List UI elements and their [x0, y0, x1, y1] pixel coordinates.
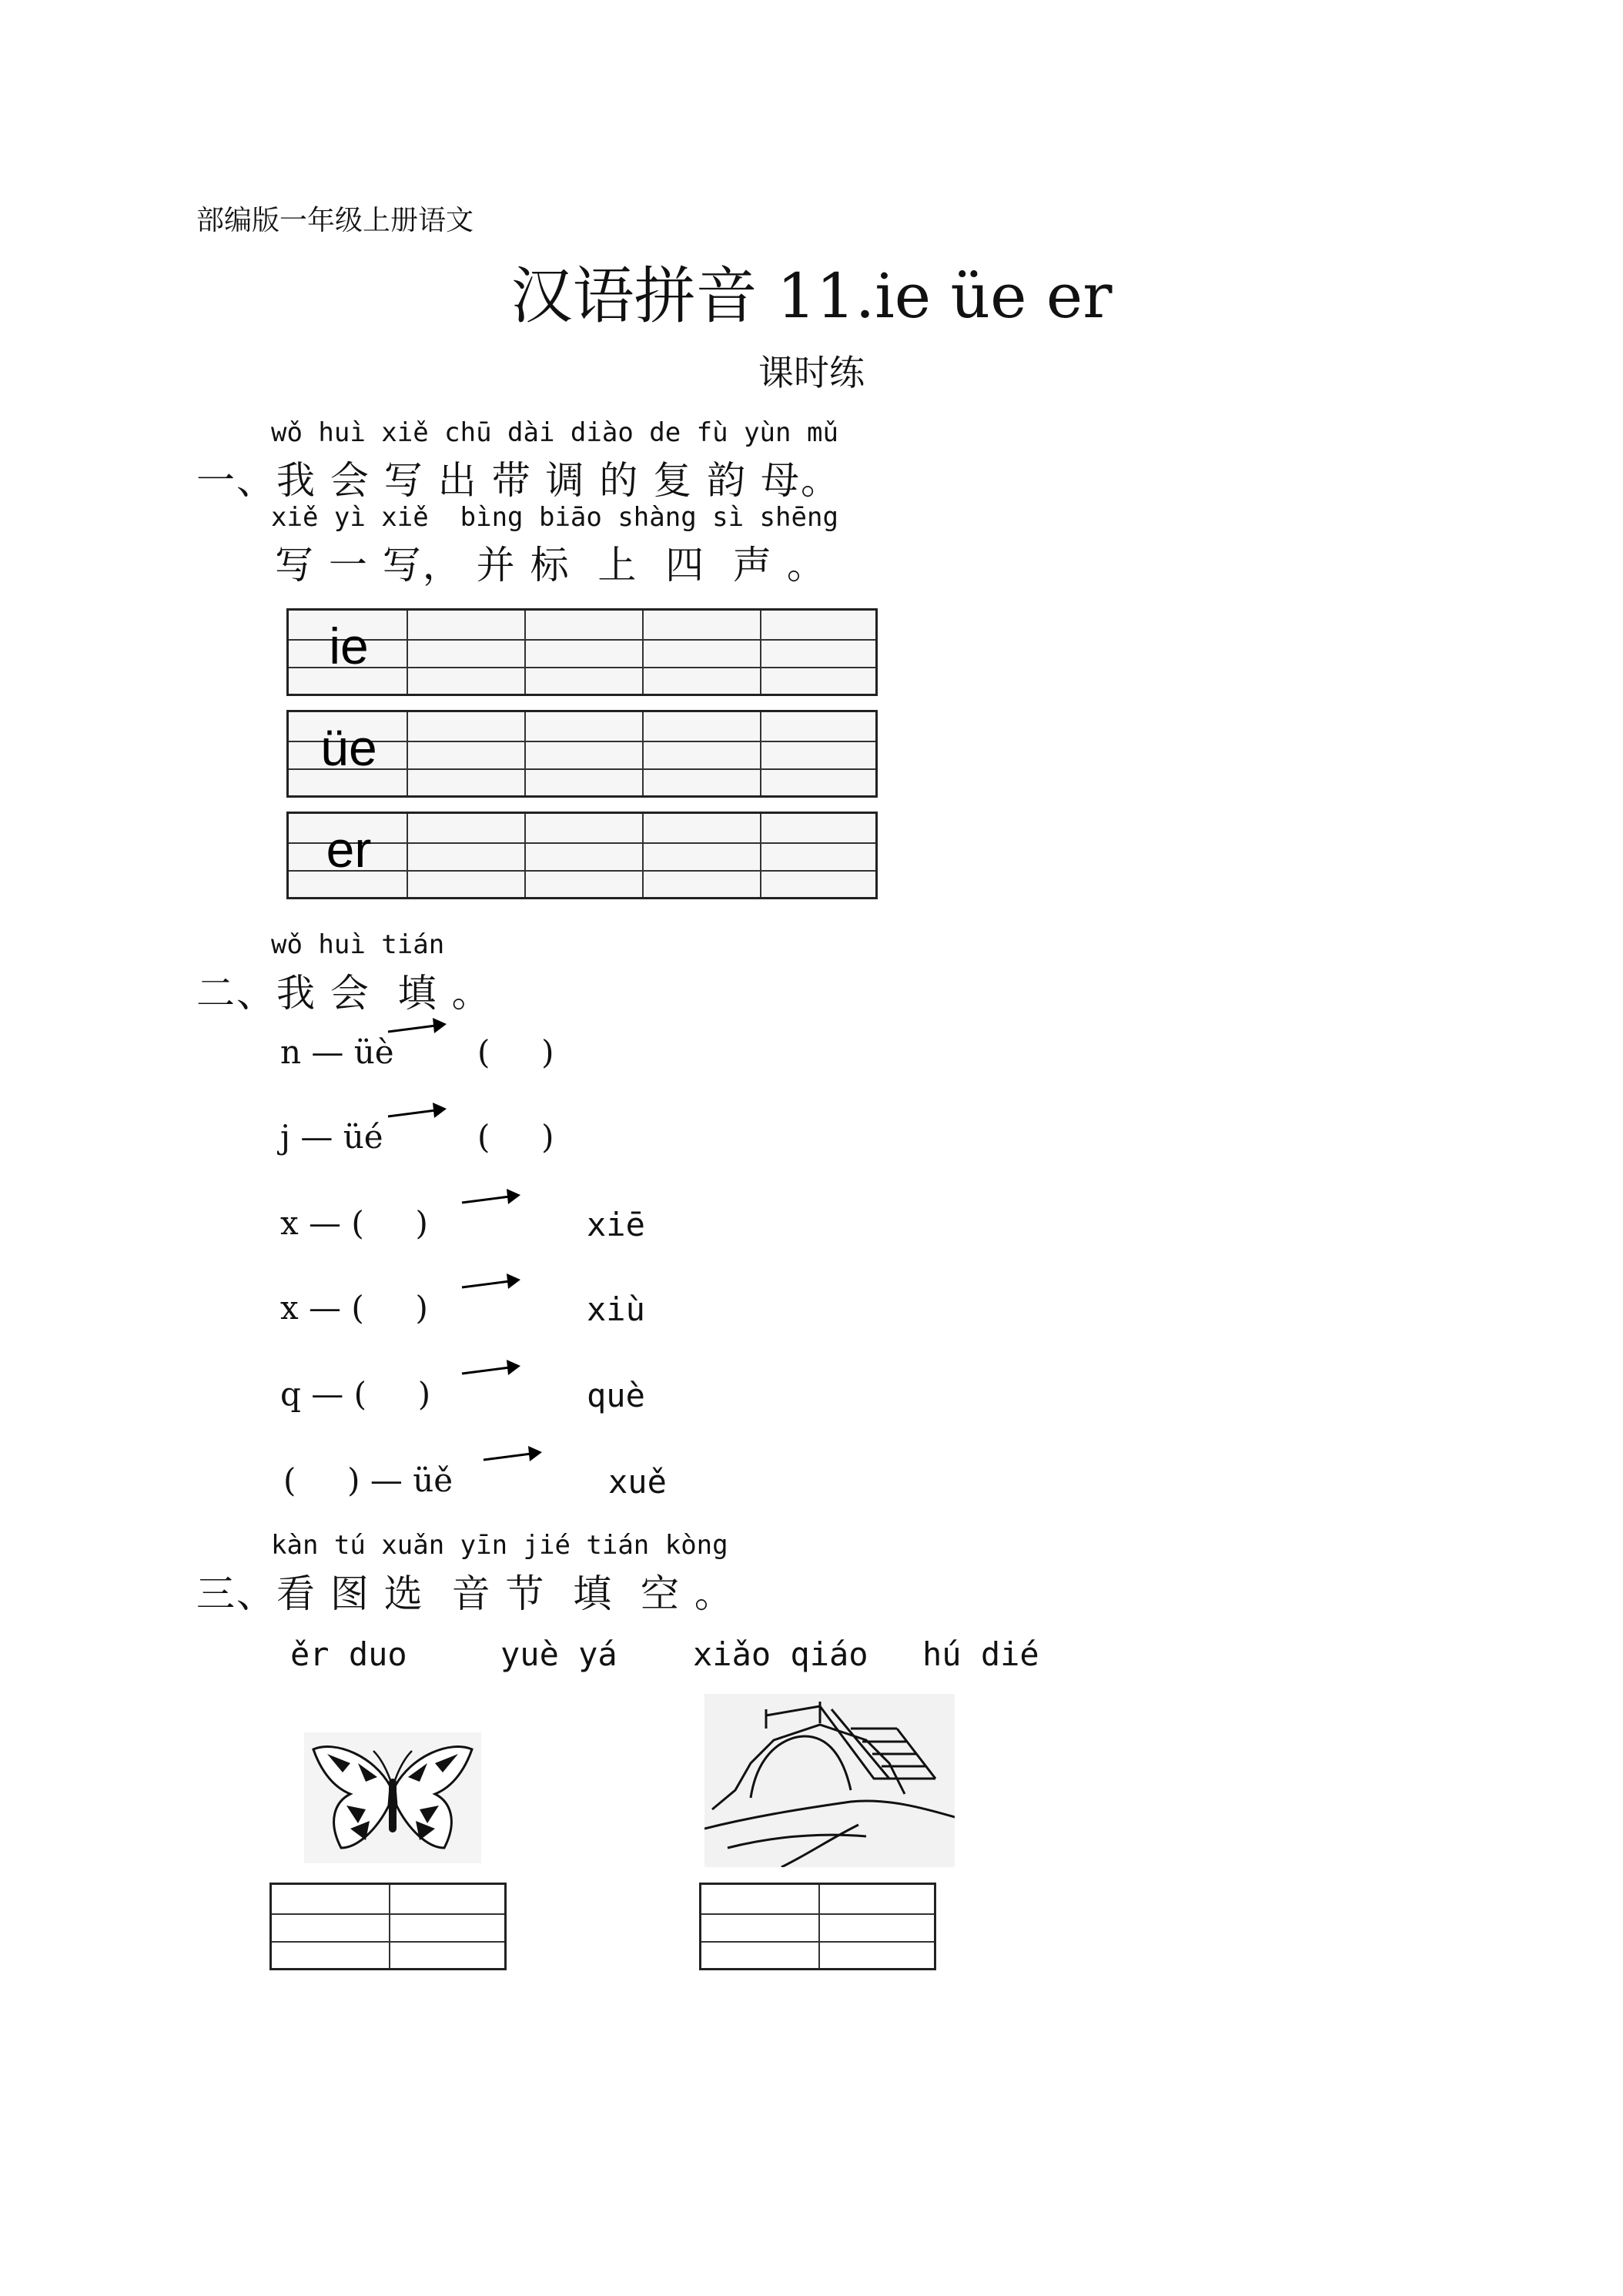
section1-pinyin-line1: wǒ huì xiě chū dài diào de fù yùn mǔ — [271, 417, 838, 448]
choice-er-duo: ěr duo — [290, 1635, 407, 1673]
fill-item-2-right[interactable]: ( ) — [477, 1118, 554, 1156]
section1-heading: 一、我 会 写 出 带 调 的 复 韵 母。 — [196, 458, 842, 503]
writing-grid-row-er — [286, 812, 878, 899]
fill-item-5-left[interactable]: q — ( ) — [280, 1375, 431, 1413]
arrow-icon — [460, 1186, 522, 1209]
arrow-icon — [387, 1015, 448, 1038]
fill-item-6-left[interactable]: ( ) — üě — [283, 1461, 453, 1499]
arrow-icon — [460, 1357, 522, 1380]
choice-xiao-qiao: xiǎo qiáo — [693, 1635, 868, 1673]
fill-item-1-right[interactable]: ( ) — [477, 1033, 554, 1071]
fill-item-6-right: xuě — [608, 1463, 667, 1501]
fill-item-4-left[interactable]: x — ( ) — [280, 1289, 428, 1327]
fill-item-3-left[interactable]: x — ( ) — [280, 1204, 428, 1242]
grid-label-ie: ie — [329, 618, 369, 674]
choice-yue-ya: yuè yá — [500, 1635, 617, 1673]
answer-grid-bridge[interactable] — [699, 1883, 936, 1970]
section2-heading: 二、我 会 填 。 — [196, 971, 492, 1016]
arrow-icon — [460, 1270, 522, 1294]
choice-hu-die: hú dié — [922, 1635, 1039, 1673]
section1-pinyin-line2: xiě yì xiě bìng biāo shàng sì shēng — [271, 502, 838, 533]
section3-pinyin: kàn tú xuǎn yīn jié tián kòng — [271, 1530, 728, 1561]
arrow-icon — [387, 1099, 448, 1123]
section3-heading: 三、看 图 选 音 节 填 空 。 — [196, 1571, 735, 1616]
fill-item-3-right: xiē — [587, 1206, 645, 1243]
butterfly-picture — [304, 1732, 481, 1863]
arrow-icon — [482, 1443, 544, 1466]
fill-item-1-left: n — üè — [280, 1033, 394, 1071]
writing-grid-row-ie — [286, 608, 878, 696]
answer-grid-butterfly[interactable] — [269, 1883, 507, 1970]
fill-item-4-right: xiù — [587, 1290, 645, 1328]
bridge-picture — [704, 1694, 955, 1867]
section1-instruction: 写 一 写， 并 标 上 四 声 。 — [275, 543, 827, 587]
fill-item-5-right: què — [587, 1377, 645, 1414]
writing-grid-row-ue — [286, 710, 878, 798]
page-subtitle: 课时练 — [758, 352, 865, 393]
page-title: 汉语拼音 11.ie üe er — [510, 260, 1113, 332]
fill-item-2-left: j — üé — [280, 1118, 383, 1156]
header-label: 部编版一年级上册语文 — [196, 205, 474, 236]
grid-label-er: er — [326, 821, 372, 878]
grid-label-ue: üe — [320, 719, 377, 776]
section2-pinyin: wǒ huì tián — [271, 929, 445, 960]
